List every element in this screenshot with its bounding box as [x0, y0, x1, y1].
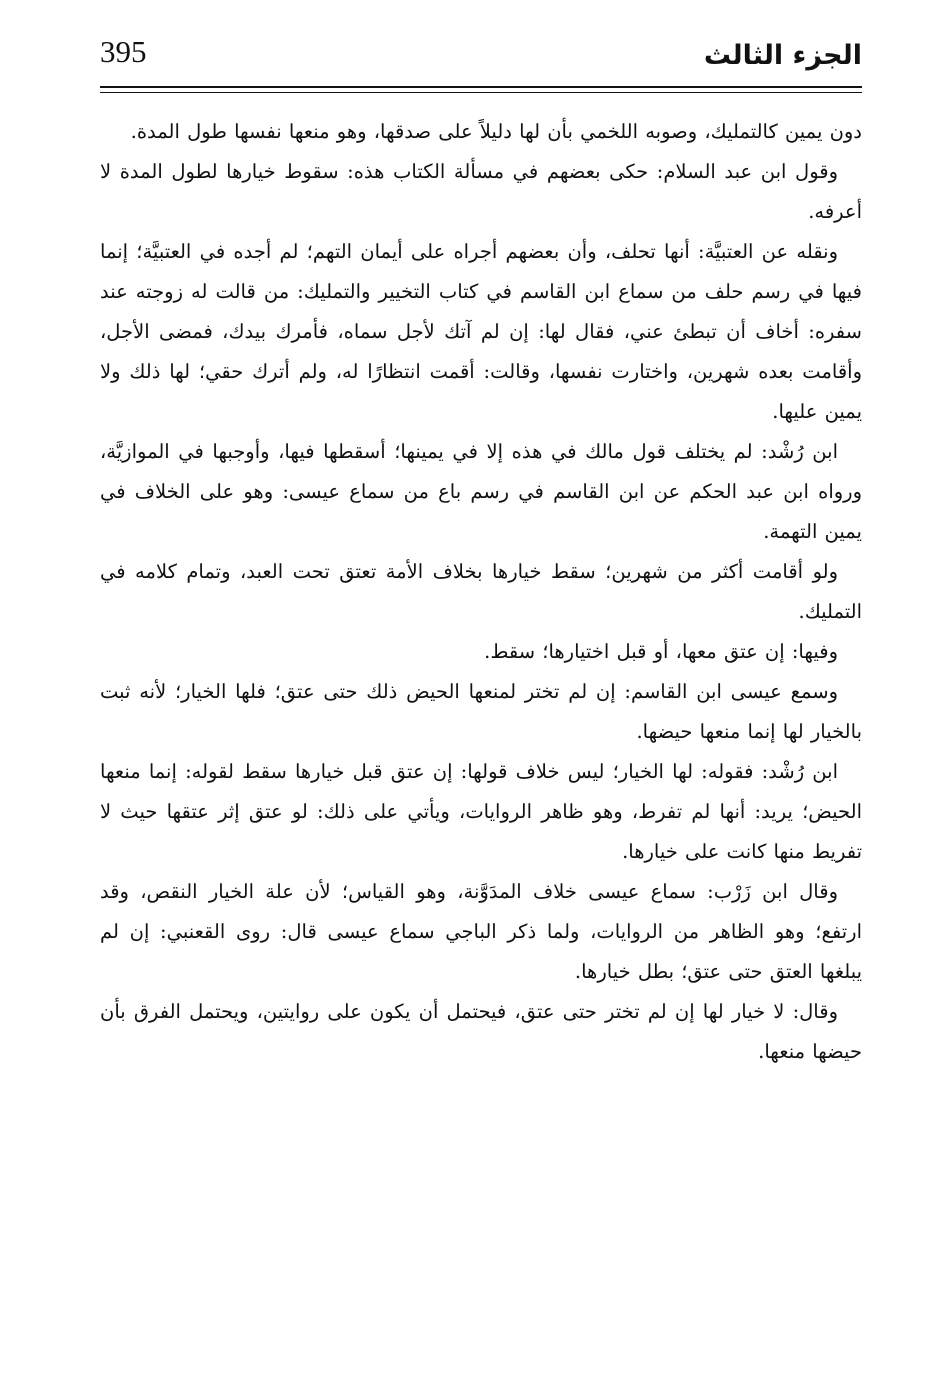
paragraph: ابن رُشْد: فقوله: لها الخيار؛ ليس خلاف قولها: إن عتق قبل خيارها سقط لقوله: إنما منعها الحيض؛ يريد: أنها لم تفرط، وهو ظاهر الروايات، ويأتي على ذلك: لو عتق إثر عتقها حيث لا تفريط منها كانت على خيارها. [100, 760, 862, 863]
paragraph: وفيها: إن عتق معها، أو قبل اختيارها؛ سقط. [484, 640, 838, 663]
paragraph: وقال: لا خيار لها إن لم تختر حتى عتق، فيحتمل أن يكون على روايتين، ويحتمل الفرق بأن حيضها منعها. [100, 1000, 862, 1063]
paragraph: وقول ابن عبد السلام: حكى بعضهم في مسألة الكتاب هذه: سقوط خيارها لطول المدة لا أعرفه. [100, 160, 862, 223]
page-number: 395 [100, 34, 147, 69]
paragraph: ولو أقامت أكثر من شهرين؛ سقط خيارها بخلاف الأمة تعتق تحت العبد، وتمام كلامه في التمليك. [100, 560, 862, 623]
paragraph: ابن رُشْد: لم يختلف قول مالك في هذه إلا في يمينها؛ أسقطها فيها، وأوجبها في الموازيَّة، ورواه ابن عبد الحكم عن ابن القاسم في رسم باع من سماع عيسى: وهو على الخلاف في يمين التهمة. [100, 440, 862, 543]
paragraph: وسمع عيسى ابن القاسم: إن لم تختر لمنعها الحيض ذلك حتى عتق؛ فلها الخيار؛ لأنه ثبت بالخيار لها إنما منعها حيضها. [100, 680, 862, 743]
paragraph: دون يمين كالتمليك، وصوبه اللخمي بأن لها دليلاً على صدقها، وهو منعها نفسها طول المدة. [130, 120, 862, 143]
page-header [100, 30, 862, 86]
body-text [100, 112, 862, 1072]
header-rule-thin [100, 92, 862, 93]
header-rule-thick [100, 86, 862, 88]
paragraph: وقال ابن زَرْب: سماع عيسى خلاف المدَوَّنة، وهو القياس؛ لأن علة الخيار النقص، وقد ارتفع؛ وهو الظاهر من الروايات، ولما ذكر الباجي سماع عيسى قال: روى القعنبي: إن لم يبلغها العتق حتى عتق؛ بطل خيارها. [100, 880, 862, 983]
paragraph: ونقله عن العتبيَّة: أنها تحلف، وأن بعضهم أجراه على أيمان التهم؛ لم أجده في العتبيَّة؛ إنما فيها في رسم حلف من سماع ابن القاسم في كتاب التخيير والتمليك: من قالت له زوجته عند سفره: أخاف أن تبطئ عني، فقال لها: إن لم آتك لأجل سماه، فأمرك بيدك، فمضى الأجل، وأقامت بعده شهرين، واختارت نفسها، وقالت: أقمت انتظارًا له، ولم أترك حقي؛ لها ذلك ولا يمين عليها. [100, 240, 862, 423]
running-title: الجزء الثالث [703, 40, 862, 71]
